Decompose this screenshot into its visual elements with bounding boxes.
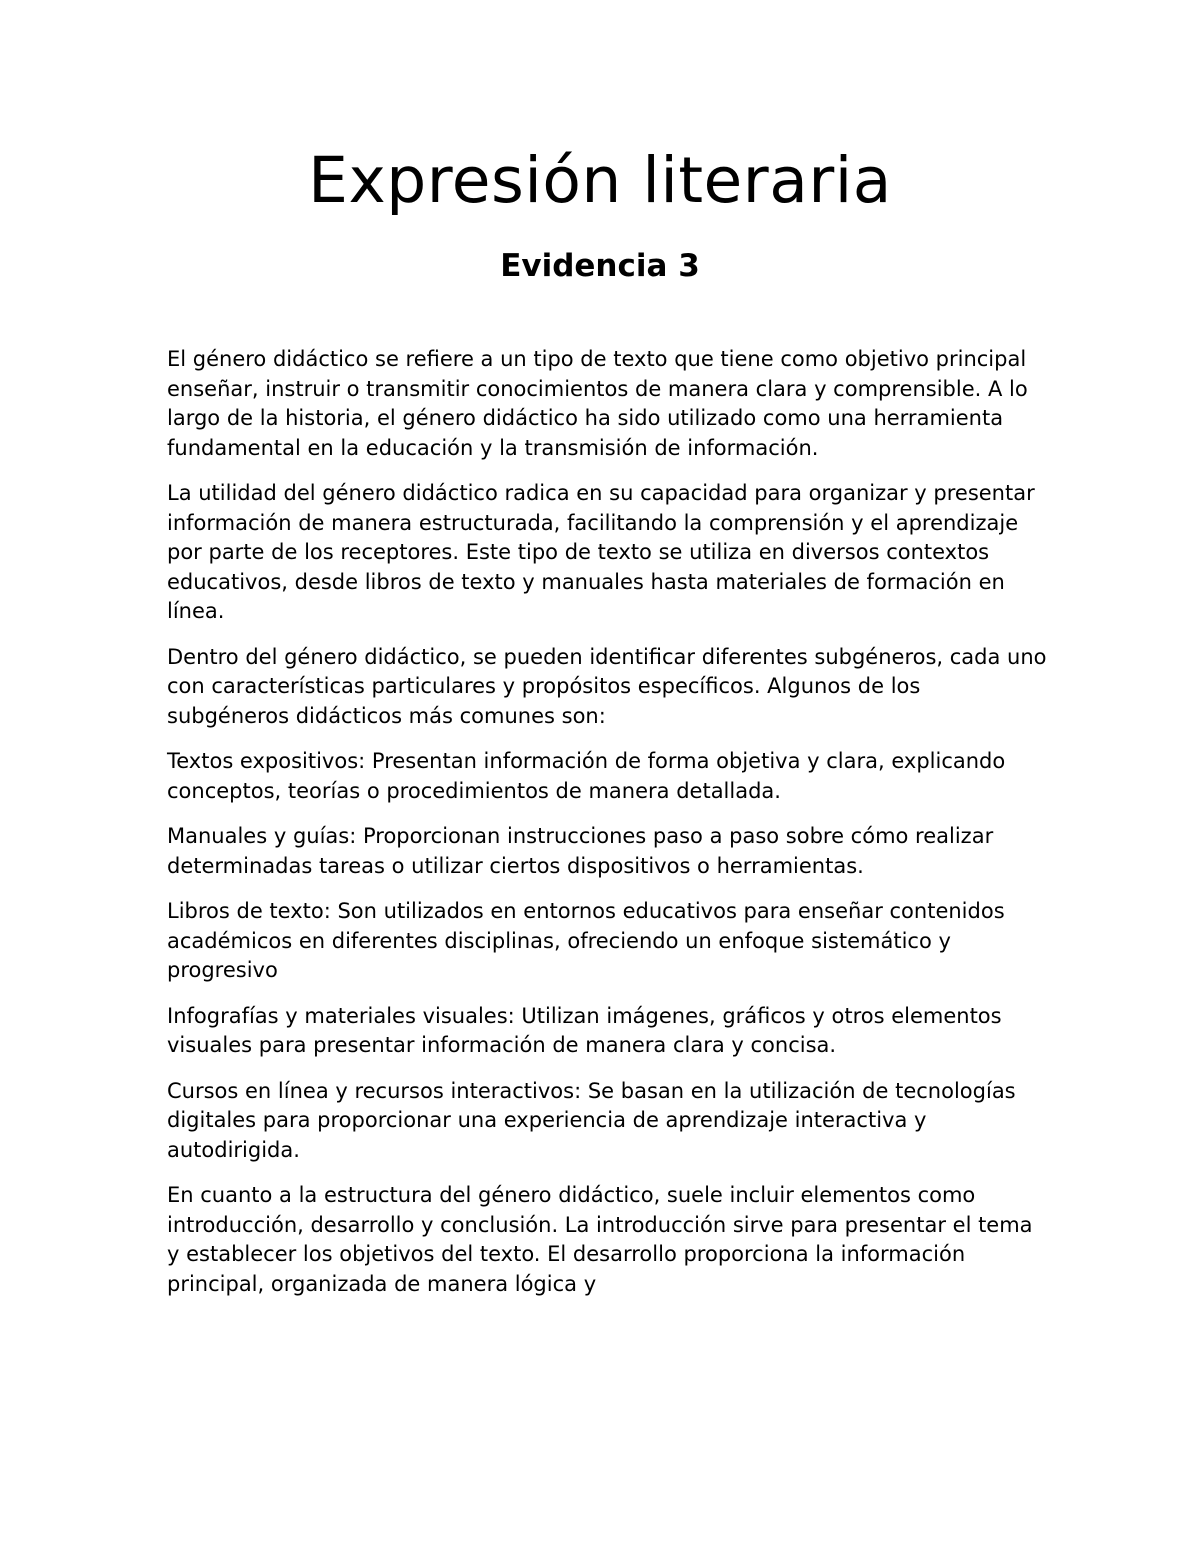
paragraph-textbooks: Libros de texto: Son utilizados en entornos educativos para enseñar contenidos académicos en diferentes disciplinas, ofreciendo un enfoque sistemático y progresivo bbox=[167, 899, 1005, 982]
document-subtitle: Evidencia 3 bbox=[500, 248, 700, 284]
paragraph-online-courses: Cursos en línea y recursos interactivos: Se basan en la utilización de tecnologías digitales para proporcionar una experiencia de aprendizaje interactiva y autodirigida. bbox=[167, 1078, 1016, 1162]
document-body bbox=[167, 345, 1047, 1315]
paragraph-manuals-guides: Manuales y guías: Proporcionan instrucciones paso a paso sobre cómo realizar determinadas tareas o utilizar ciertos dispositivos o herramientas. bbox=[167, 824, 994, 878]
paragraph-intro: El género didáctico se refiere a un tipo de texto que tiene como objetivo principal enseñar, instruir o transmitir conocimientos de manera clara y comprensible. A lo largo de la historia, el género didáctico ha sido utilizado como una herramienta fundamental en la educación y la transmisión de información. bbox=[167, 347, 1028, 460]
paragraph-infographics: Infografías y materiales visuales: Utilizan imágenes, gráficos y otros elementos visuales para presentar información de manera clara y concisa. bbox=[167, 1003, 1002, 1057]
document-title: Expresión literaria bbox=[308, 144, 892, 217]
paragraph-utility: La utilidad del género didáctico radica en su capacidad para organizar y presentar información de manera estructurada, facilitando la comprensión y el aprendizaje por parte de los receptores. Este tipo de texto se utiliza en diversos contextos educativos, desde libros de texto y manuales hasta materiales de formación en línea. bbox=[167, 481, 1035, 623]
paragraph-expository-texts: Textos expositivos: Presentan información de forma objetiva y clara, explicando conceptos, teorías o procedimientos de manera detallada. bbox=[167, 749, 1006, 803]
paragraph-subgenres: Dentro del género didáctico, se pueden identificar diferentes subgéneros, cada uno con características particulares y propósitos específicos. Algunos de los subgéneros didácticos más comunes son: bbox=[167, 644, 1047, 728]
paragraph-structure: En cuanto a la estructura del género didáctico, suele incluir elementos como introducción, desarrollo y conclusión. La introducción sirve para presentar el tema y establecer los objetivos del texto. El desarrollo proporciona la información principal, organizada de manera lógica y bbox=[167, 1183, 1033, 1296]
